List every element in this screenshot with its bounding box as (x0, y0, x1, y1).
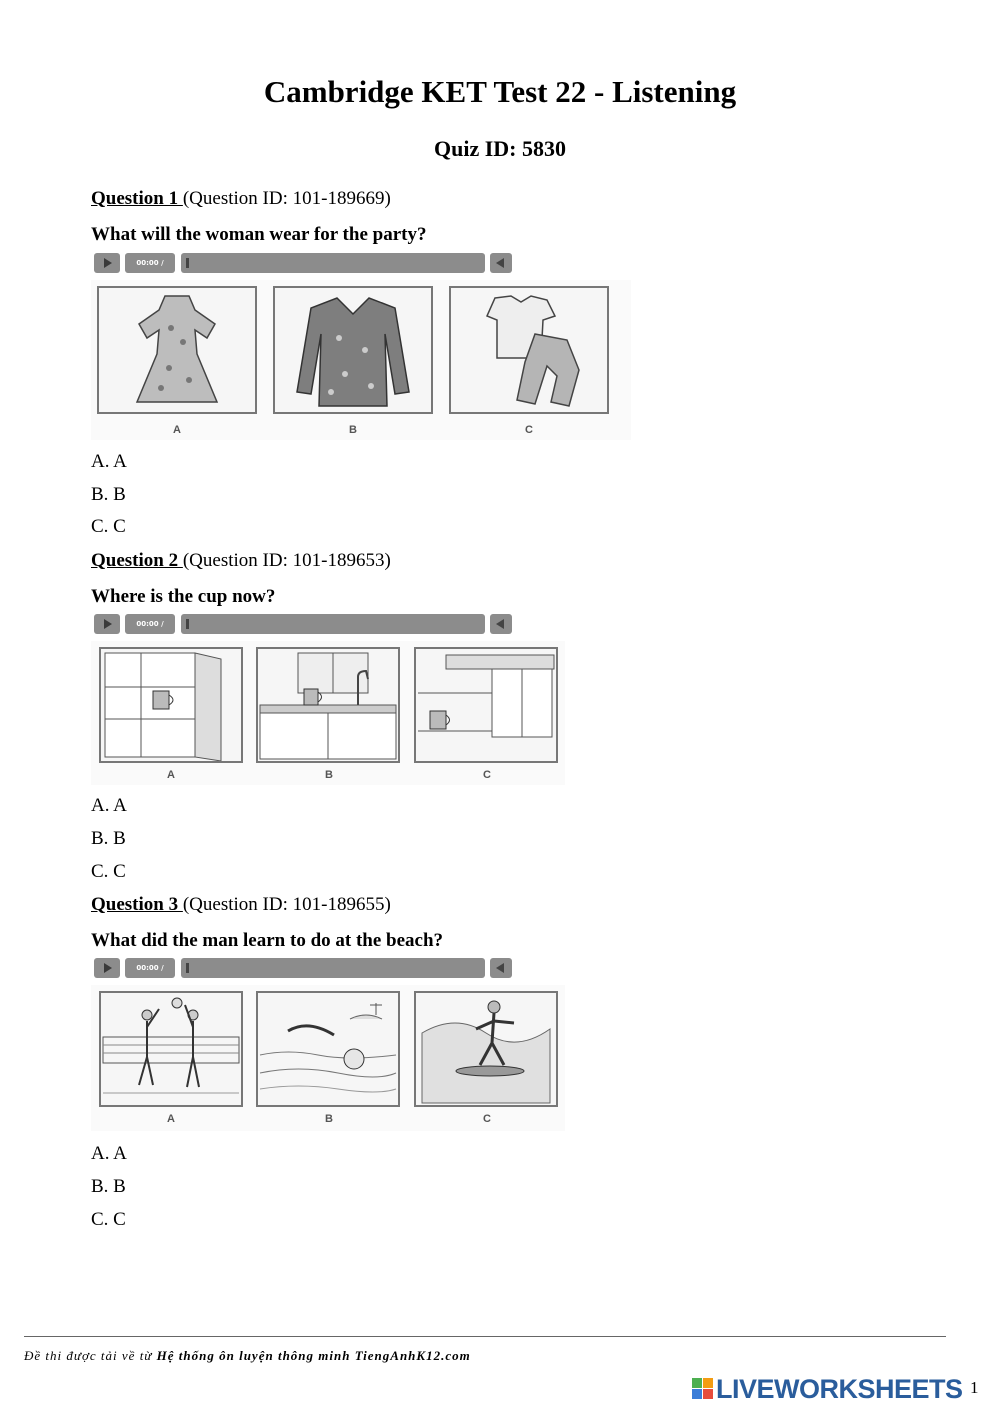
dress-icon (99, 288, 255, 412)
quiz-id: Quiz ID: 5830 (434, 136, 566, 161)
option-a[interactable]: A. A (91, 795, 127, 816)
volume-button[interactable] (490, 958, 512, 978)
option-b[interactable]: B. B (91, 1176, 126, 1197)
option-a[interactable]: A. A (91, 1143, 127, 1164)
footer-divider (24, 1336, 946, 1337)
question-3-pictures (91, 985, 565, 1131)
picture-c[interactable] (449, 286, 609, 414)
question-3-header (91, 894, 391, 916)
picture-label: B (349, 424, 357, 436)
question-1-pictures (91, 280, 631, 440)
time-display: 00:00 / (125, 958, 175, 978)
question-label: Question 3 (91, 894, 183, 915)
play-button[interactable] (94, 253, 120, 273)
audio-player-2[interactable] (94, 614, 416, 634)
picture-label: B (325, 769, 333, 781)
logo-tiles-icon (692, 1378, 714, 1400)
question-3-text: What did the man learn to do at the beach? (91, 930, 444, 951)
audio-player-1[interactable] (94, 253, 416, 273)
surfing-icon (416, 993, 556, 1105)
volleyball-icon (101, 993, 241, 1105)
picture-label: C (525, 424, 533, 436)
question-2-header (91, 550, 391, 572)
seek-bar[interactable] (181, 958, 485, 978)
picture-label: A (167, 769, 175, 781)
question-2-pictures (91, 641, 565, 785)
option-c[interactable]: C. C (91, 1209, 126, 1230)
question-2-text: Where is the cup now? (91, 586, 276, 607)
swimming-icon (258, 993, 398, 1105)
seek-bar[interactable] (181, 614, 485, 634)
picture-label: A (173, 424, 181, 436)
picture-b[interactable] (273, 286, 433, 414)
question-id: (Question ID: 101-189653) (182, 550, 391, 571)
jumper-icon (275, 288, 431, 412)
shelf-icon (416, 649, 556, 761)
audio-player-3[interactable] (94, 958, 416, 978)
page-number: 1 (970, 1378, 979, 1397)
page-title: Cambridge KET Test 22 - Listening (263, 74, 737, 109)
cupboard-icon (101, 649, 241, 761)
picture-label: C (483, 769, 491, 781)
option-b[interactable]: B. B (91, 828, 126, 849)
volume-button[interactable] (490, 614, 512, 634)
question-label: Question 1 (91, 188, 183, 209)
picture-b[interactable] (256, 991, 400, 1107)
question-1-text: What will the woman wear for the party? (91, 224, 427, 245)
footer-source: Hệ thống ôn luyện thông minh TiengAnhK12.com (156, 1348, 471, 1363)
play-button[interactable] (94, 614, 120, 634)
kitchen-sink-icon (258, 649, 398, 761)
picture-label: C (483, 1113, 491, 1125)
play-button[interactable] (94, 958, 120, 978)
question-id: (Question ID: 101-189669) (182, 188, 391, 209)
question-label: Question 2 (91, 550, 183, 571)
volume-button[interactable] (490, 253, 512, 273)
picture-a[interactable] (99, 647, 243, 763)
picture-c[interactable] (414, 647, 558, 763)
question-id: (Question ID: 101-189655) (182, 894, 391, 915)
option-b[interactable]: B. B (91, 484, 126, 505)
option-c[interactable]: C. C (91, 516, 126, 537)
brand-name: LIVEWORKSHEETS (716, 1374, 963, 1404)
footer-prefix: Đề thi được tải về từ (24, 1348, 157, 1363)
time-display: 00:00 / (125, 614, 175, 634)
option-c[interactable]: C. C (91, 861, 126, 882)
time-display: 00:00 / (125, 253, 175, 273)
option-a[interactable]: A. A (91, 451, 127, 472)
picture-label: A (167, 1113, 175, 1125)
footer-text (24, 1348, 471, 1364)
picture-a[interactable] (99, 991, 243, 1107)
tshirt-trousers-icon (451, 288, 607, 412)
picture-c[interactable] (414, 991, 558, 1107)
question-1-header (91, 188, 391, 210)
picture-b[interactable] (256, 647, 400, 763)
picture-label: B (325, 1113, 333, 1125)
picture-a[interactable] (97, 286, 257, 414)
seek-bar[interactable] (181, 253, 485, 273)
